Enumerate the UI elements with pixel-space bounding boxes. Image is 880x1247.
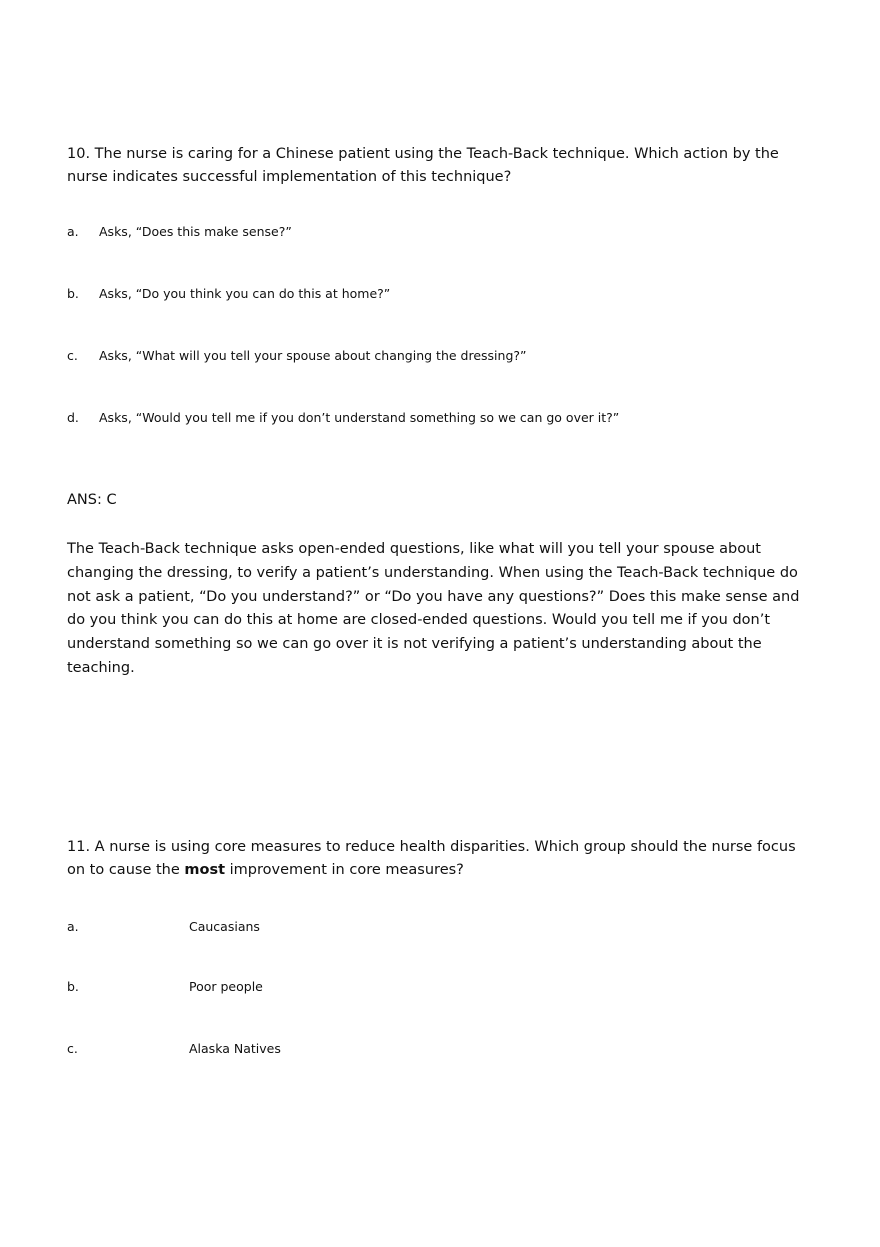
stem-emphasis: most [184, 862, 226, 878]
question-11-stem [67, 836, 807, 882]
option-text: Poor people [189, 979, 263, 994]
option-text: Asks, “Would you tell me if you don’t understand something so we can go over it?” [99, 410, 620, 425]
option-letter: b. [67, 286, 79, 301]
question-10-answer: ANS: C [67, 492, 117, 508]
option-text: Asks, “Do you think you can do this at home?” [99, 286, 391, 301]
option-letter: a. [67, 919, 79, 934]
option-letter: b. [67, 979, 79, 994]
question-10-rationale: The Teach-Back technique asks open-ended questions, like what will you tell your spouse about changing the dressing, to verify a patient’s understanding. When using the Teach-Back technique do not ask a patient, “Do you understand?” or “Do you have any questions?” Does this make sense and do you think you can do this at home are closed-ended questions. Would you tell me if you don’t understand something so we can go over it is not verifying a patient’s understanding about the teaching. [67, 541, 800, 676]
stem-text-after: improvement in core measures? [225, 862, 464, 878]
stem-text-before: 11. A nurse is using core measures to reduce health disparities. Which group should the nurse focus on to cause the [67, 839, 796, 878]
option-text: Caucasians [189, 919, 260, 934]
option-letter: d. [67, 410, 79, 425]
option-letter: c. [67, 348, 78, 363]
option-letter: c. [67, 1041, 78, 1056]
option-text: Alaska Natives [189, 1041, 281, 1056]
option-text: Asks, “What will you tell your spouse about changing the dressing?” [99, 348, 527, 363]
option-text: Asks, “Does this make sense?” [99, 224, 292, 239]
option-letter: a. [67, 224, 79, 239]
question-10-stem: 10. The nurse is caring for a Chinese patient using the Teach-Back technique. Which action by the nurse indicates successful implementation of this technique? [67, 146, 779, 185]
